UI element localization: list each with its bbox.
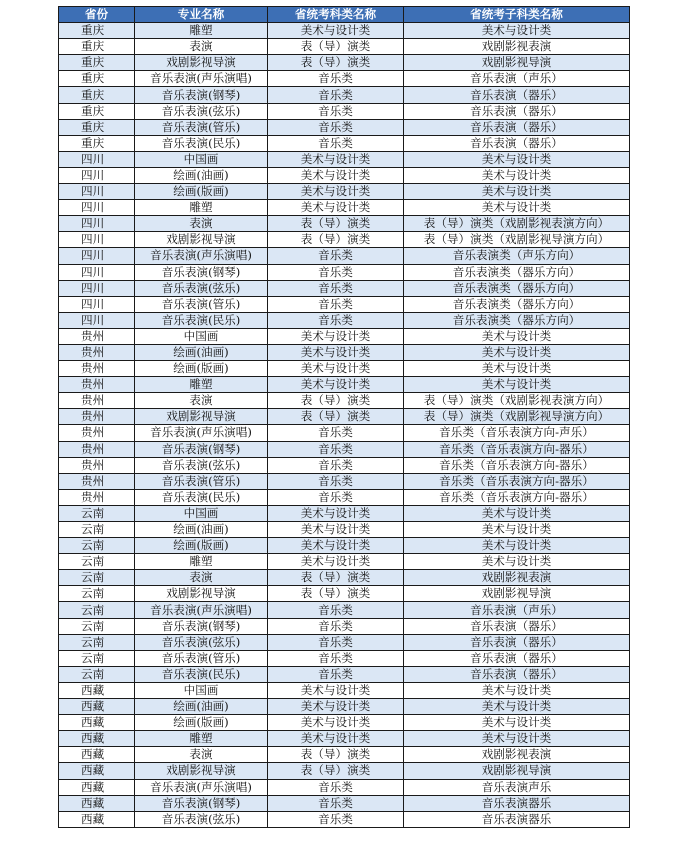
- cell-province: 西藏: [59, 699, 135, 715]
- cell-province: 西藏: [59, 763, 135, 779]
- cell-exam-category: 美术与设计类: [268, 361, 404, 377]
- table-row: [59, 457, 630, 473]
- table-row: [59, 731, 630, 747]
- cell-province: 四川: [59, 200, 135, 216]
- table-row: [59, 779, 630, 795]
- cell-exam-category: 美术与设计类: [268, 538, 404, 554]
- cell-major: 表演: [135, 216, 268, 232]
- table-row: [59, 586, 630, 602]
- cell-exam-category: 表（导）演类: [268, 763, 404, 779]
- cell-exam-category: 音乐类: [268, 71, 404, 87]
- cell-major: 音乐表演(弦乐): [135, 811, 268, 827]
- cell-exam-subcategory: 音乐表演类（器乐方向）: [404, 280, 630, 296]
- cell-major: 音乐表演(钢琴): [135, 87, 268, 103]
- column-header-exam-subcategory: 省统考子科类名称: [404, 7, 630, 23]
- cell-exam-subcategory: 美术与设计类: [404, 184, 630, 200]
- cell-exam-subcategory: 美术与设计类: [404, 377, 630, 393]
- cell-province: 西藏: [59, 731, 135, 747]
- cell-province: 云南: [59, 505, 135, 521]
- cell-exam-category: 美术与设计类: [268, 505, 404, 521]
- cell-exam-category: 美术与设计类: [268, 682, 404, 698]
- cell-province: 四川: [59, 248, 135, 264]
- cell-province: 云南: [59, 538, 135, 554]
- cell-major: 音乐表演(民乐): [135, 666, 268, 682]
- cell-major: 戏剧影视导演: [135, 55, 268, 71]
- table-row: [59, 344, 630, 360]
- cell-exam-subcategory: 音乐表演（器乐）: [404, 618, 630, 634]
- cell-province: 贵州: [59, 457, 135, 473]
- cell-major: 中国画: [135, 682, 268, 698]
- major-category-table-sheet: [58, 6, 629, 828]
- cell-exam-subcategory: 音乐表演器乐: [404, 811, 630, 827]
- cell-province: 四川: [59, 151, 135, 167]
- cell-exam-category: 美术与设计类: [268, 731, 404, 747]
- cell-exam-subcategory: 美术与设计类: [404, 344, 630, 360]
- cell-exam-subcategory: 音乐表演类（器乐方向）: [404, 312, 630, 328]
- cell-province: 西藏: [59, 715, 135, 731]
- cell-exam-category: 音乐类: [268, 103, 404, 119]
- cell-province: 云南: [59, 602, 135, 618]
- cell-major: 绘画(版画): [135, 538, 268, 554]
- cell-major: 雕塑: [135, 377, 268, 393]
- cell-major: 音乐表演(声乐演唱): [135, 425, 268, 441]
- cell-major: 音乐表演(钢琴): [135, 441, 268, 457]
- cell-major: 绘画(油画): [135, 344, 268, 360]
- table-row: [59, 763, 630, 779]
- cell-province: 贵州: [59, 328, 135, 344]
- table-row: [59, 409, 630, 425]
- cell-exam-subcategory: 美术与设计类: [404, 328, 630, 344]
- cell-exam-category: 音乐类: [268, 312, 404, 328]
- cell-exam-category: 音乐类: [268, 425, 404, 441]
- cell-exam-category: 音乐类: [268, 87, 404, 103]
- cell-exam-subcategory: 美术与设计类: [404, 505, 630, 521]
- cell-exam-subcategory: 音乐表演（器乐）: [404, 666, 630, 682]
- cell-major: 音乐表演(声乐演唱): [135, 779, 268, 795]
- table-row: [59, 216, 630, 232]
- cell-province: 重庆: [59, 87, 135, 103]
- table-row: [59, 715, 630, 731]
- cell-province: 贵州: [59, 344, 135, 360]
- cell-exam-subcategory: 戏剧影视表演: [404, 39, 630, 55]
- cell-province: 西藏: [59, 811, 135, 827]
- table-row: [59, 425, 630, 441]
- cell-province: 贵州: [59, 425, 135, 441]
- table-row: [59, 377, 630, 393]
- cell-exam-subcategory: 美术与设计类: [404, 23, 630, 39]
- table-row: [59, 538, 630, 554]
- cell-exam-subcategory: 美术与设计类: [404, 361, 630, 377]
- cell-exam-category: 美术与设计类: [268, 151, 404, 167]
- cell-exam-subcategory: 音乐表演（器乐）: [404, 87, 630, 103]
- cell-province: 贵州: [59, 361, 135, 377]
- cell-major: 中国画: [135, 505, 268, 521]
- table-row: [59, 650, 630, 666]
- cell-major: 音乐表演(管乐): [135, 650, 268, 666]
- cell-exam-category: 音乐类: [268, 473, 404, 489]
- cell-major: 音乐表演(声乐演唱): [135, 248, 268, 264]
- cell-major: 表演: [135, 570, 268, 586]
- cell-major: 音乐表演(民乐): [135, 489, 268, 505]
- cell-exam-category: 美术与设计类: [268, 167, 404, 183]
- cell-province: 云南: [59, 618, 135, 634]
- table-row: [59, 39, 630, 55]
- cell-exam-subcategory: 音乐类（音乐表演方向-器乐）: [404, 473, 630, 489]
- table-row: [59, 489, 630, 505]
- cell-major: 中国画: [135, 328, 268, 344]
- cell-exam-subcategory: 音乐类（音乐表演方向-声乐）: [404, 425, 630, 441]
- cell-major: 音乐表演(声乐演唱): [135, 602, 268, 618]
- cell-exam-subcategory: 戏剧影视导演: [404, 586, 630, 602]
- table-row: [59, 361, 630, 377]
- cell-exam-subcategory: 戏剧影视表演: [404, 570, 630, 586]
- cell-province: 贵州: [59, 473, 135, 489]
- cell-exam-category: 美术与设计类: [268, 554, 404, 570]
- cell-exam-subcategory: 音乐表演（器乐）: [404, 135, 630, 151]
- cell-exam-category: 表（导）演类: [268, 393, 404, 409]
- cell-major: 音乐表演(钢琴): [135, 795, 268, 811]
- table-row: [59, 634, 630, 650]
- table-row: [59, 795, 630, 811]
- cell-exam-category: 美术与设计类: [268, 200, 404, 216]
- cell-major: 戏剧影视导演: [135, 763, 268, 779]
- cell-major: 绘画(版画): [135, 184, 268, 200]
- cell-major: 音乐表演(弦乐): [135, 280, 268, 296]
- cell-exam-category: 表（导）演类: [268, 39, 404, 55]
- cell-major: 绘画(油画): [135, 167, 268, 183]
- cell-major: 音乐表演(钢琴): [135, 264, 268, 280]
- cell-exam-category: 表（导）演类: [268, 232, 404, 248]
- cell-province: 西藏: [59, 682, 135, 698]
- table-row: [59, 232, 630, 248]
- cell-exam-subcategory: 表（导）演类（戏剧影视表演方向）: [404, 393, 630, 409]
- cell-province: 贵州: [59, 441, 135, 457]
- column-header-exam-category: 省统考科类名称: [268, 7, 404, 23]
- table-row: [59, 184, 630, 200]
- cell-province: 西藏: [59, 795, 135, 811]
- cell-exam-category: 音乐类: [268, 264, 404, 280]
- cell-exam-category: 音乐类: [268, 795, 404, 811]
- cell-province: 贵州: [59, 393, 135, 409]
- table-row: [59, 522, 630, 538]
- cell-exam-subcategory: 音乐表演类（器乐方向）: [404, 264, 630, 280]
- cell-province: 西藏: [59, 779, 135, 795]
- cell-province: 云南: [59, 634, 135, 650]
- cell-exam-subcategory: 音乐表演（声乐）: [404, 71, 630, 87]
- table-row: [59, 602, 630, 618]
- cell-major: 音乐表演(民乐): [135, 312, 268, 328]
- cell-major: 绘画(油画): [135, 699, 268, 715]
- cell-exam-category: 音乐类: [268, 489, 404, 505]
- cell-exam-category: 美术与设计类: [268, 377, 404, 393]
- cell-province: 云南: [59, 522, 135, 538]
- cell-exam-subcategory: 美术与设计类: [404, 682, 630, 698]
- cell-major: 表演: [135, 393, 268, 409]
- cell-major: 音乐表演(钢琴): [135, 618, 268, 634]
- cell-major: 音乐表演(弦乐): [135, 103, 268, 119]
- cell-exam-subcategory: 音乐类（音乐表演方向-器乐）: [404, 489, 630, 505]
- column-header-major: 专业名称: [135, 7, 268, 23]
- cell-province: 云南: [59, 554, 135, 570]
- cell-exam-subcategory: 美术与设计类: [404, 151, 630, 167]
- cell-province: 重庆: [59, 23, 135, 39]
- cell-province: 四川: [59, 184, 135, 200]
- cell-exam-category: 音乐类: [268, 618, 404, 634]
- cell-major: 表演: [135, 39, 268, 55]
- cell-major: 音乐表演(民乐): [135, 135, 268, 151]
- table-header-row: [59, 7, 630, 23]
- cell-province: 四川: [59, 264, 135, 280]
- cell-exam-category: 音乐类: [268, 602, 404, 618]
- cell-exam-category: 音乐类: [268, 457, 404, 473]
- cell-exam-category: 音乐类: [268, 119, 404, 135]
- table-row: [59, 554, 630, 570]
- table-row: [59, 296, 630, 312]
- cell-exam-subcategory: 音乐表演（器乐）: [404, 634, 630, 650]
- cell-major: 雕塑: [135, 200, 268, 216]
- cell-exam-category: 表（导）演类: [268, 409, 404, 425]
- cell-major: 音乐表演(弦乐): [135, 457, 268, 473]
- table-row: [59, 103, 630, 119]
- cell-exam-subcategory: 戏剧影视表演: [404, 747, 630, 763]
- table-row: [59, 87, 630, 103]
- cell-exam-category: 音乐类: [268, 441, 404, 457]
- cell-exam-subcategory: 音乐表演（器乐）: [404, 103, 630, 119]
- table-row: [59, 167, 630, 183]
- table-row: [59, 666, 630, 682]
- table-row: [59, 505, 630, 521]
- cell-major: 雕塑: [135, 23, 268, 39]
- cell-major: 音乐表演(管乐): [135, 296, 268, 312]
- cell-province: 西藏: [59, 747, 135, 763]
- table-row: [59, 248, 630, 264]
- cell-province: 四川: [59, 312, 135, 328]
- cell-province: 贵州: [59, 489, 135, 505]
- cell-exam-category: 音乐类: [268, 248, 404, 264]
- cell-exam-subcategory: 美术与设计类: [404, 522, 630, 538]
- table-row: [59, 119, 630, 135]
- cell-major: 绘画(油画): [135, 522, 268, 538]
- table-row: [59, 699, 630, 715]
- cell-exam-category: 美术与设计类: [268, 344, 404, 360]
- cell-exam-subcategory: 音乐类（音乐表演方向-器乐）: [404, 441, 630, 457]
- cell-major: 音乐表演(声乐演唱): [135, 71, 268, 87]
- cell-province: 四川: [59, 167, 135, 183]
- cell-exam-subcategory: 戏剧影视导演: [404, 55, 630, 71]
- cell-exam-subcategory: 表（导）演类（戏剧影视导演方向）: [404, 409, 630, 425]
- cell-exam-category: 美术与设计类: [268, 328, 404, 344]
- cell-province: 重庆: [59, 39, 135, 55]
- cell-province: 重庆: [59, 135, 135, 151]
- table-row: [59, 570, 630, 586]
- cell-exam-category: 音乐类: [268, 296, 404, 312]
- cell-exam-category: 美术与设计类: [268, 522, 404, 538]
- cell-province: 云南: [59, 650, 135, 666]
- cell-exam-subcategory: 音乐表演（声乐）: [404, 602, 630, 618]
- table-row: [59, 393, 630, 409]
- cell-exam-subcategory: 美术与设计类: [404, 167, 630, 183]
- cell-major: 戏剧影视导演: [135, 586, 268, 602]
- cell-exam-category: 美术与设计类: [268, 699, 404, 715]
- cell-province: 云南: [59, 666, 135, 682]
- cell-exam-category: 音乐类: [268, 779, 404, 795]
- table-row: [59, 135, 630, 151]
- cell-major: 音乐表演(管乐): [135, 119, 268, 135]
- cell-province: 重庆: [59, 55, 135, 71]
- cell-exam-category: 音乐类: [268, 634, 404, 650]
- table-row: [59, 811, 630, 827]
- cell-exam-subcategory: 美术与设计类: [404, 731, 630, 747]
- cell-exam-subcategory: 音乐表演器乐: [404, 795, 630, 811]
- cell-exam-subcategory: 音乐表演（器乐）: [404, 119, 630, 135]
- cell-exam-subcategory: 音乐类（音乐表演方向-器乐）: [404, 457, 630, 473]
- cell-province: 四川: [59, 216, 135, 232]
- cell-exam-subcategory: 音乐表演类（器乐方向）: [404, 296, 630, 312]
- cell-exam-subcategory: 美术与设计类: [404, 554, 630, 570]
- cell-province: 重庆: [59, 71, 135, 87]
- cell-province: 四川: [59, 280, 135, 296]
- table-row: [59, 151, 630, 167]
- cell-major: 中国画: [135, 151, 268, 167]
- cell-exam-category: 美术与设计类: [268, 23, 404, 39]
- cell-province: 云南: [59, 570, 135, 586]
- cell-exam-category: 音乐类: [268, 666, 404, 682]
- cell-exam-subcategory: 戏剧影视导演: [404, 763, 630, 779]
- table-row: [59, 618, 630, 634]
- table-row: [59, 280, 630, 296]
- cell-major: 表演: [135, 747, 268, 763]
- cell-exam-subcategory: 美术与设计类: [404, 538, 630, 554]
- table-row: [59, 473, 630, 489]
- table-row: [59, 200, 630, 216]
- cell-major: 戏剧影视导演: [135, 409, 268, 425]
- cell-exam-category: 音乐类: [268, 650, 404, 666]
- column-header-province: 省份: [59, 7, 135, 23]
- major-category-table: [58, 6, 630, 828]
- cell-exam-category: 音乐类: [268, 811, 404, 827]
- table-row: [59, 312, 630, 328]
- table-row: [59, 747, 630, 763]
- cell-exam-subcategory: 音乐表演声乐: [404, 779, 630, 795]
- cell-major: 雕塑: [135, 731, 268, 747]
- table-row: [59, 55, 630, 71]
- cell-exam-category: 表（导）演类: [268, 570, 404, 586]
- cell-exam-subcategory: 音乐表演类（声乐方向）: [404, 248, 630, 264]
- cell-province: 重庆: [59, 119, 135, 135]
- cell-province: 四川: [59, 232, 135, 248]
- cell-exam-subcategory: 美术与设计类: [404, 715, 630, 731]
- table-row: [59, 441, 630, 457]
- table-row: [59, 23, 630, 39]
- cell-province: 重庆: [59, 103, 135, 119]
- cell-exam-subcategory: 音乐表演（器乐）: [404, 650, 630, 666]
- cell-exam-category: 表（导）演类: [268, 586, 404, 602]
- cell-major: 音乐表演(管乐): [135, 473, 268, 489]
- cell-exam-category: 表（导）演类: [268, 55, 404, 71]
- cell-province: 贵州: [59, 409, 135, 425]
- cell-province: 云南: [59, 586, 135, 602]
- table-row: [59, 328, 630, 344]
- cell-exam-subcategory: 表（导）演类（戏剧影视导演方向）: [404, 232, 630, 248]
- cell-exam-subcategory: 表（导）演类（戏剧影视表演方向）: [404, 216, 630, 232]
- cell-major: 绘画(版画): [135, 361, 268, 377]
- table-row: [59, 71, 630, 87]
- cell-major: 戏剧影视导演: [135, 232, 268, 248]
- cell-province: 四川: [59, 296, 135, 312]
- cell-exam-category: 美术与设计类: [268, 184, 404, 200]
- table-body: [59, 23, 630, 828]
- cell-exam-subcategory: 美术与设计类: [404, 200, 630, 216]
- cell-exam-category: 美术与设计类: [268, 715, 404, 731]
- cell-province: 贵州: [59, 377, 135, 393]
- table-row: [59, 264, 630, 280]
- cell-major: 音乐表演(弦乐): [135, 634, 268, 650]
- table-row: [59, 682, 630, 698]
- cell-exam-category: 音乐类: [268, 135, 404, 151]
- cell-exam-category: 音乐类: [268, 280, 404, 296]
- cell-major: 雕塑: [135, 554, 268, 570]
- cell-exam-category: 表（导）演类: [268, 747, 404, 763]
- cell-major: 绘画(版画): [135, 715, 268, 731]
- cell-exam-subcategory: 美术与设计类: [404, 699, 630, 715]
- cell-exam-category: 表（导）演类: [268, 216, 404, 232]
